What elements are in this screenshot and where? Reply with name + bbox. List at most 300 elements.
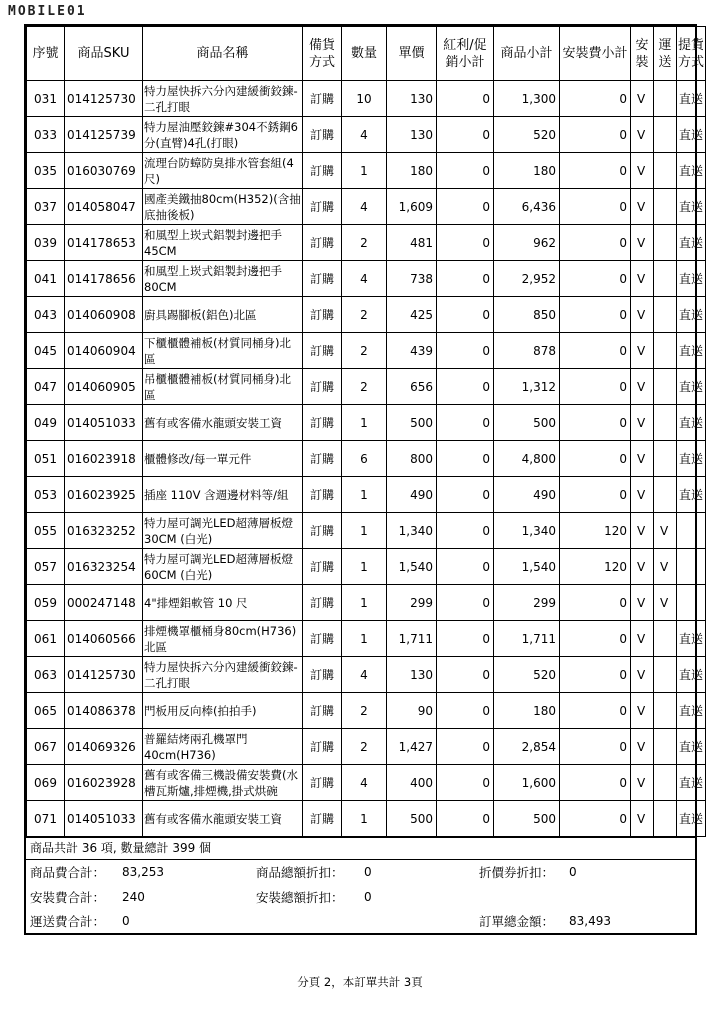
table-row (27, 297, 706, 333)
order-summary (26, 837, 695, 933)
seq-cell: 043 (27, 297, 65, 333)
order-items-table (26, 26, 706, 837)
pickup-method-cell: 直送 (677, 225, 706, 261)
bonus-promo-cell: 0 (437, 657, 494, 693)
install-flag-cell: V (631, 405, 654, 441)
sku-cell: 016023918 (65, 441, 143, 477)
seq-cell: 061 (27, 621, 65, 657)
pickup-method-cell (677, 549, 706, 585)
seq-cell: 051 (27, 441, 65, 477)
bonus-promo-cell: 0 (437, 801, 494, 837)
pickup-method-cell: 直送 (677, 441, 706, 477)
product-name-cell: 插座 110V 含週邊材料等/組 (143, 477, 303, 513)
delivery-flag-cell (654, 405, 677, 441)
bonus-promo-cell: 0 (437, 117, 494, 153)
unit-price-cell: 656 (387, 369, 437, 405)
install-flag-cell: V (631, 369, 654, 405)
pickup-method-cell: 直送 (677, 261, 706, 297)
table-row (27, 549, 706, 585)
seq-cell: 049 (27, 405, 65, 441)
seq-cell: 039 (27, 225, 65, 261)
stock-method-cell: 訂購 (303, 117, 342, 153)
column-header: 紅利/促銷小計 (437, 27, 494, 81)
seq-cell: 059 (27, 585, 65, 621)
bonus-promo-cell: 0 (437, 549, 494, 585)
product-subtotal-cell: 520 (494, 657, 560, 693)
product-name-cell: 櫃體修改/每一單元件 (143, 441, 303, 477)
install-flag-cell: V (631, 585, 654, 621)
install-flag-cell: V (631, 477, 654, 513)
unit-price-cell: 1,711 (387, 621, 437, 657)
table-row (27, 657, 706, 693)
install-fee-cell: 0 (560, 297, 631, 333)
table-row (27, 225, 706, 261)
install-flag-cell: V (631, 657, 654, 693)
install-flag-cell: V (631, 333, 654, 369)
delivery-flag-cell (654, 117, 677, 153)
sku-cell: 014178653 (65, 225, 143, 261)
install-flag-cell: V (631, 549, 654, 585)
stock-method-cell: 訂購 (303, 369, 342, 405)
seq-cell: 057 (27, 549, 65, 585)
page-footer: 分頁 2，本訂單共計 3頁 (297, 975, 423, 989)
quantity-cell: 2 (342, 693, 387, 729)
seq-cell: 069 (27, 765, 65, 801)
product-subtotal-cell: 180 (494, 693, 560, 729)
product-subtotal-cell: 962 (494, 225, 560, 261)
stock-method-cell: 訂購 (303, 225, 342, 261)
unit-price-cell: 425 (387, 297, 437, 333)
unit-price-cell: 500 (387, 405, 437, 441)
quantity-cell: 1 (342, 801, 387, 837)
order-total-label: 訂單總金額： (479, 914, 555, 929)
table-row (27, 369, 706, 405)
pickup-method-cell: 直送 (677, 81, 706, 117)
stock-method-cell: 訂購 (303, 477, 342, 513)
product-subtotal-cell: 1,711 (494, 621, 560, 657)
install-flag-cell: V (631, 153, 654, 189)
delivery-flag-cell (654, 765, 677, 801)
table-row (27, 801, 706, 837)
product-subtotal-cell: 1,312 (494, 369, 560, 405)
brand-logo: MOBILE01 (8, 4, 87, 19)
install-discount-label: 安裝總額折扣： (256, 890, 344, 905)
sku-cell: 014125730 (65, 657, 143, 693)
seq-cell: 065 (27, 693, 65, 729)
quantity-cell: 4 (342, 261, 387, 297)
product-name-cell: 特力屋快拆六分內建緩衝鉸鍊-二孔打眼 (143, 81, 303, 117)
pickup-method-cell: 直送 (677, 117, 706, 153)
stock-method-cell: 訂購 (303, 549, 342, 585)
install-fee-cell: 0 (560, 477, 631, 513)
quantity-cell: 2 (342, 729, 387, 765)
pickup-method-cell: 直送 (677, 657, 706, 693)
product-subtotal-cell: 1,340 (494, 513, 560, 549)
delivery-flag-cell (654, 81, 677, 117)
quantity-cell: 2 (342, 225, 387, 261)
sku-cell: 016323252 (65, 513, 143, 549)
column-header: 商品SKU (65, 27, 143, 81)
table-row (27, 189, 706, 225)
product-name-cell: 舊有或客備三機設備安裝費(水槽瓦斯爐,排煙機,掛式烘碗 (143, 765, 303, 801)
stock-method-cell: 訂購 (303, 621, 342, 657)
install-fee-cell: 0 (560, 261, 631, 297)
product-subtotal-cell: 1,600 (494, 765, 560, 801)
install-discount-value: 0 (364, 890, 372, 904)
product-subtotal-cell: 850 (494, 297, 560, 333)
sku-cell: 016023925 (65, 477, 143, 513)
delivery-flag-cell: V (654, 549, 677, 585)
quantity-cell: 2 (342, 333, 387, 369)
column-header: 備貨方式 (303, 27, 342, 81)
column-header: 單價 (387, 27, 437, 81)
install-fee-cell: 0 (560, 765, 631, 801)
install-flag-cell: V (631, 765, 654, 801)
product-subtotal-cell: 2,854 (494, 729, 560, 765)
column-header: 安裝 (631, 27, 654, 81)
sku-cell: 016323254 (65, 549, 143, 585)
sku-cell: 014125739 (65, 117, 143, 153)
unit-price-cell: 400 (387, 765, 437, 801)
table-row (27, 585, 706, 621)
install-flag-cell: V (631, 801, 654, 837)
unit-price-cell: 1,427 (387, 729, 437, 765)
install-flag-cell: V (631, 621, 654, 657)
install-flag-cell: V (631, 261, 654, 297)
bonus-promo-cell: 0 (437, 441, 494, 477)
product-subtotal-cell: 1,540 (494, 549, 560, 585)
product-total-value: 83,253 (122, 865, 164, 879)
stock-method-cell: 訂購 (303, 189, 342, 225)
stock-method-cell: 訂購 (303, 585, 342, 621)
product-name-cell: 特力屋快拆六分內建緩衝鉸鍊-二孔打眼 (143, 657, 303, 693)
item-count-line: 商品共計 36 項, 數量總計 399 個 (26, 838, 695, 860)
table-row (27, 513, 706, 549)
product-name-cell: 流理台防蟑防臭排水管套組(4尺) (143, 153, 303, 189)
sku-cell: 014051033 (65, 405, 143, 441)
product-name-cell: 下櫃櫃體補板(材質同桶身)北區 (143, 333, 303, 369)
seq-cell: 063 (27, 657, 65, 693)
product-name-cell: 廚具踢腳板(鋁色)北區 (143, 297, 303, 333)
bonus-promo-cell: 0 (437, 81, 494, 117)
table-row (27, 621, 706, 657)
product-name-cell: 特力屋可調光LED超薄層板燈60CM (白光) (143, 549, 303, 585)
install-fee-cell: 0 (560, 801, 631, 837)
install-fee-cell: 0 (560, 585, 631, 621)
product-subtotal-cell: 2,952 (494, 261, 560, 297)
unit-price-cell: 800 (387, 441, 437, 477)
unit-price-cell: 1,340 (387, 513, 437, 549)
seq-cell: 071 (27, 801, 65, 837)
quantity-cell: 1 (342, 477, 387, 513)
unit-price-cell: 500 (387, 801, 437, 837)
product-name-cell: 普羅結烤兩孔機罩門40cm(H736) (143, 729, 303, 765)
stock-method-cell: 訂購 (303, 801, 342, 837)
pickup-method-cell: 直送 (677, 405, 706, 441)
product-name-cell: 國產美鐵抽80cm(H352)(含抽底抽後板) (143, 189, 303, 225)
product-subtotal-cell: 1,300 (494, 81, 560, 117)
sku-cell: 000247148 (65, 585, 143, 621)
install-total-label: 安裝費合計： (30, 890, 106, 905)
bonus-promo-cell: 0 (437, 369, 494, 405)
install-flag-cell: V (631, 693, 654, 729)
product-discount-value: 0 (364, 865, 372, 879)
stock-method-cell: 訂購 (303, 297, 342, 333)
table-row (27, 477, 706, 513)
product-name-cell: 特力屋油壓鉸鍊#304不銹鋼6分(直臂)4孔(打眼) (143, 117, 303, 153)
sku-cell: 014060566 (65, 621, 143, 657)
table-header-row (27, 27, 706, 81)
sku-cell: 014178656 (65, 261, 143, 297)
bonus-promo-cell: 0 (437, 693, 494, 729)
table-row (27, 153, 706, 189)
sku-cell: 014069326 (65, 729, 143, 765)
delivery-flag-cell (654, 729, 677, 765)
quantity-cell: 10 (342, 81, 387, 117)
coupon-discount-label: 折價券折扣： (479, 865, 555, 880)
install-fee-cell: 0 (560, 333, 631, 369)
sku-cell: 014086378 (65, 693, 143, 729)
order-sheet (24, 24, 704, 935)
install-flag-cell: V (631, 297, 654, 333)
quantity-cell: 2 (342, 297, 387, 333)
bonus-promo-cell: 0 (437, 261, 494, 297)
bonus-promo-cell: 0 (437, 297, 494, 333)
product-subtotal-cell: 6,436 (494, 189, 560, 225)
seq-cell: 053 (27, 477, 65, 513)
table-row (27, 117, 706, 153)
product-discount-label: 商品總額折扣： (256, 865, 344, 880)
table-row (27, 441, 706, 477)
shipping-total-value: 0 (122, 914, 130, 928)
table-row (27, 81, 706, 117)
pickup-method-cell (677, 513, 706, 549)
install-fee-cell: 0 (560, 693, 631, 729)
sku-cell: 014060904 (65, 333, 143, 369)
product-name-cell: 和風型上崁式鋁製封邊把手45CM (143, 225, 303, 261)
delivery-flag-cell (654, 333, 677, 369)
quantity-cell: 4 (342, 189, 387, 225)
bonus-promo-cell: 0 (437, 765, 494, 801)
product-name-cell: 舊有或客備水龍頭安裝工資 (143, 801, 303, 837)
install-fee-cell: 0 (560, 657, 631, 693)
bonus-promo-cell: 0 (437, 729, 494, 765)
pickup-method-cell: 直送 (677, 621, 706, 657)
bonus-promo-cell: 0 (437, 477, 494, 513)
column-header: 商品名稱 (143, 27, 303, 81)
install-fee-cell: 0 (560, 621, 631, 657)
product-name-cell: 和風型上崁式鋁製封邊把手80CM (143, 261, 303, 297)
quantity-cell: 2 (342, 369, 387, 405)
delivery-flag-cell (654, 657, 677, 693)
install-fee-cell: 0 (560, 81, 631, 117)
table-row (27, 765, 706, 801)
install-flag-cell: V (631, 117, 654, 153)
install-total-value: 240 (122, 890, 145, 904)
column-header: 安裝費小計 (560, 27, 631, 81)
sku-cell: 014060908 (65, 297, 143, 333)
pickup-method-cell: 直送 (677, 477, 706, 513)
pickup-method-cell: 直送 (677, 693, 706, 729)
delivery-flag-cell: V (654, 513, 677, 549)
stock-method-cell: 訂購 (303, 81, 342, 117)
install-fee-cell: 0 (560, 729, 631, 765)
install-fee-cell: 0 (560, 369, 631, 405)
product-name-cell: 吊櫃櫃體補板(材質同桶身)北區 (143, 369, 303, 405)
seq-cell: 037 (27, 189, 65, 225)
totals-block (26, 860, 695, 933)
quantity-cell: 1 (342, 405, 387, 441)
product-name-cell: 特力屋可調光LED超薄層板燈30CM (白光) (143, 513, 303, 549)
bonus-promo-cell: 0 (437, 513, 494, 549)
product-total-label: 商品費合計： (30, 865, 106, 880)
bonus-promo-cell: 0 (437, 333, 494, 369)
unit-price-cell: 130 (387, 117, 437, 153)
pickup-method-cell: 直送 (677, 801, 706, 837)
quantity-cell: 4 (342, 117, 387, 153)
product-subtotal-cell: 878 (494, 333, 560, 369)
seq-cell: 033 (27, 117, 65, 153)
install-flag-cell: V (631, 513, 654, 549)
coupon-discount-value: 0 (569, 865, 577, 879)
seq-cell: 067 (27, 729, 65, 765)
unit-price-cell: 490 (387, 477, 437, 513)
delivery-flag-cell (654, 477, 677, 513)
column-header: 提貨方式 (677, 27, 706, 81)
bonus-promo-cell: 0 (437, 153, 494, 189)
delivery-flag-cell (654, 153, 677, 189)
seq-cell: 031 (27, 81, 65, 117)
seq-cell: 055 (27, 513, 65, 549)
sku-cell: 014051033 (65, 801, 143, 837)
product-subtotal-cell: 520 (494, 117, 560, 153)
delivery-flag-cell (654, 621, 677, 657)
table-row (27, 261, 706, 297)
stock-method-cell: 訂購 (303, 513, 342, 549)
stock-method-cell: 訂購 (303, 657, 342, 693)
delivery-flag-cell (654, 261, 677, 297)
stock-method-cell: 訂購 (303, 693, 342, 729)
delivery-flag-cell (654, 441, 677, 477)
bonus-promo-cell: 0 (437, 621, 494, 657)
shipping-total-label: 運送費合計： (30, 914, 106, 929)
order-total-value: 83,493 (569, 914, 611, 928)
pickup-method-cell: 直送 (677, 369, 706, 405)
unit-price-cell: 130 (387, 81, 437, 117)
pickup-method-cell: 直送 (677, 333, 706, 369)
stock-method-cell: 訂購 (303, 441, 342, 477)
quantity-cell: 1 (342, 621, 387, 657)
table-row (27, 405, 706, 441)
table-row (27, 693, 706, 729)
pickup-method-cell: 直送 (677, 765, 706, 801)
pickup-method-cell: 直送 (677, 153, 706, 189)
install-fee-cell: 120 (560, 549, 631, 585)
unit-price-cell: 439 (387, 333, 437, 369)
product-subtotal-cell: 490 (494, 477, 560, 513)
install-fee-cell: 0 (560, 441, 631, 477)
sku-cell: 014125730 (65, 81, 143, 117)
product-subtotal-cell: 299 (494, 585, 560, 621)
install-fee-cell: 0 (560, 153, 631, 189)
unit-price-cell: 180 (387, 153, 437, 189)
install-flag-cell: V (631, 81, 654, 117)
delivery-flag-cell (654, 225, 677, 261)
pickup-method-cell: 直送 (677, 189, 706, 225)
unit-price-cell: 481 (387, 225, 437, 261)
quantity-cell: 4 (342, 657, 387, 693)
column-header: 商品小計 (494, 27, 560, 81)
install-fee-cell: 0 (560, 225, 631, 261)
sku-cell: 014058047 (65, 189, 143, 225)
seq-cell: 041 (27, 261, 65, 297)
product-subtotal-cell: 500 (494, 801, 560, 837)
sku-cell: 016030769 (65, 153, 143, 189)
column-header: 運送 (654, 27, 677, 81)
bonus-promo-cell: 0 (437, 225, 494, 261)
sku-cell: 014060905 (65, 369, 143, 405)
product-subtotal-cell: 500 (494, 405, 560, 441)
quantity-cell: 4 (342, 765, 387, 801)
pickup-method-cell: 直送 (677, 729, 706, 765)
product-name-cell: 排煙機罩櫃桶身80cm(H736)北區 (143, 621, 303, 657)
delivery-flag-cell (654, 693, 677, 729)
unit-price-cell: 738 (387, 261, 437, 297)
quantity-cell: 1 (342, 513, 387, 549)
install-fee-cell: 120 (560, 513, 631, 549)
quantity-cell: 1 (342, 585, 387, 621)
column-header: 序號 (27, 27, 65, 81)
install-fee-cell: 0 (560, 405, 631, 441)
unit-price-cell: 1,540 (387, 549, 437, 585)
install-flag-cell: V (631, 441, 654, 477)
product-subtotal-cell: 180 (494, 153, 560, 189)
seq-cell: 035 (27, 153, 65, 189)
install-flag-cell: V (631, 189, 654, 225)
seq-cell: 045 (27, 333, 65, 369)
delivery-flag-cell (654, 297, 677, 333)
pickup-method-cell (677, 585, 706, 621)
delivery-flag-cell: V (654, 585, 677, 621)
stock-method-cell: 訂購 (303, 765, 342, 801)
product-name-cell: 舊有或客備水龍頭安裝工資 (143, 405, 303, 441)
product-subtotal-cell: 4,800 (494, 441, 560, 477)
product-name-cell: 門板用反向棒(拍拍手) (143, 693, 303, 729)
sku-cell: 016023928 (65, 765, 143, 801)
bonus-promo-cell: 0 (437, 189, 494, 225)
bonus-promo-cell: 0 (437, 585, 494, 621)
stock-method-cell: 訂購 (303, 405, 342, 441)
delivery-flag-cell (654, 189, 677, 225)
unit-price-cell: 90 (387, 693, 437, 729)
pickup-method-cell: 直送 (677, 297, 706, 333)
delivery-flag-cell (654, 369, 677, 405)
stock-method-cell: 訂購 (303, 333, 342, 369)
stock-method-cell: 訂購 (303, 729, 342, 765)
table-row (27, 333, 706, 369)
stock-method-cell: 訂購 (303, 153, 342, 189)
unit-price-cell: 299 (387, 585, 437, 621)
quantity-cell: 1 (342, 153, 387, 189)
unit-price-cell: 130 (387, 657, 437, 693)
product-name-cell: 4"排煙鋁軟管 10 尺 (143, 585, 303, 621)
unit-price-cell: 1,609 (387, 189, 437, 225)
bonus-promo-cell: 0 (437, 405, 494, 441)
seq-cell: 047 (27, 369, 65, 405)
install-fee-cell: 0 (560, 117, 631, 153)
stock-method-cell: 訂購 (303, 261, 342, 297)
install-flag-cell: V (631, 729, 654, 765)
